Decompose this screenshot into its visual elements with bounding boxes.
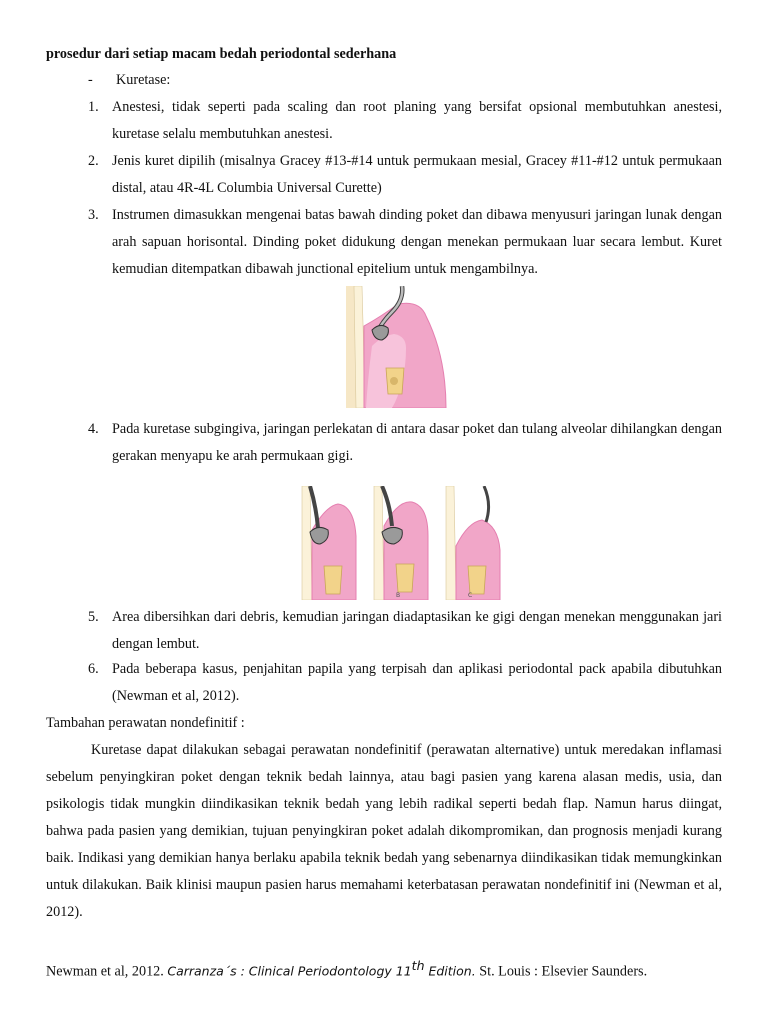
reference-sup: th: [411, 958, 425, 973]
reference-author: Newman et al, 2012.: [46, 963, 168, 980]
step-text: Jenis kuret dipilih (misalnya Gracey #13-#14 untuk permukaan mesial, Gracey #11-#12 untuk permukaan distal, atau 4R-4L Columbia Universal Curette): [112, 153, 722, 196]
step-1: [88, 94, 722, 148]
reference-title-end: Edition.: [424, 963, 476, 979]
bullet-label: Kuretase:: [116, 72, 171, 88]
step-text: Instrumen dimasukkan mengenai batas bawah dinding poket dan dibawa menyusuri jaringan lunak dengan arah sapuan horisontal. Dinding poket didukung dengan menekan permukaan luar secara lembut. Kuret kemudian ditempatkan dibawah junctional epitelium untuk mengambilnya.: [112, 207, 722, 277]
step-3: [88, 202, 722, 283]
figure-curette-1: [342, 286, 454, 408]
step-number: 6.: [88, 661, 99, 677]
subgingival-curettage-illustration: [296, 486, 526, 600]
step-number: 4.: [88, 421, 99, 437]
bullet-dash: -: [88, 72, 93, 88]
addition-title: Tambahan perawatan nondefinitif :: [46, 715, 245, 731]
step-number: 3.: [88, 207, 99, 223]
reference-publisher: St. Louis : Elsevier Saunders.: [475, 963, 648, 980]
step-text: Area dibersihkan dari debris, kemudian jaringan diadaptasikan ke gigi dengan menekan menggunakan jari dengan lembut.: [112, 609, 722, 652]
figure-curette-2: [296, 486, 526, 600]
reference-title: Carranza´s : Clinical Periodontology 11: [167, 963, 412, 979]
step-number: 2.: [88, 153, 99, 169]
step-2: [88, 148, 722, 202]
reference: [46, 958, 647, 981]
kuretase-bullet: [88, 72, 170, 89]
step-4: [88, 416, 722, 470]
step-text: Anestesi, tidak seperti pada scaling dan root planing yang bersifat opsional membutuhkan anestesi, kuretase selalu membutuhkan anestesi.: [112, 99, 722, 142]
figure-label-b: B: [396, 592, 401, 599]
curettage-illustration: [342, 286, 454, 408]
step-number: 5.: [88, 609, 99, 625]
page-heading: prosedur dari setiap macam bedah periodontal sederhana: [46, 46, 397, 62]
step-5: [88, 604, 722, 658]
step-text: Pada beberapa kasus, penjahitan papila yang terpisah dan aplikasi periodontal pack apabila dibutuhkan (Newman et al, 2012).: [112, 661, 722, 704]
step-6: [88, 656, 722, 710]
addition-paragraph: Kuretase dapat dilakukan sebagai perawatan nondefinitif (perawatan alternative) untuk meredakan inflamasi sebelum penyingkiran poket dengan teknik bedah lainnya, atau bagi pasien yang karena alasan medis, usia, dan psikologis tidak mungkin diindikasikan teknik bedah yang lebih radikal seperti bedah flap. Namun harus diingat, bahwa pada pasien yang demikian, tujuan penyingkiran poket adalah dikompromikan, dan prognosis menjadi kurang baik. Indikasi yang demikian hanya berlaku apabila teknik bedah yang sebenarnya diindikasikan tidak memungkinkan untuk dilakukan. Baik klinisi maupun pasien harus memahami keterbatasan perawatan nondefinitif ini (Newman et al, 2012).: [46, 742, 722, 920]
step-text: Pada kuretase subgingiva, jaringan perlekatan di antara dasar poket dan tulang alveolar dihilangkan dengan gerakan menyapu ke arah permukaan gigi.: [112, 421, 722, 464]
step-number: 1.: [88, 99, 99, 115]
figure-label-c: C: [468, 592, 473, 599]
